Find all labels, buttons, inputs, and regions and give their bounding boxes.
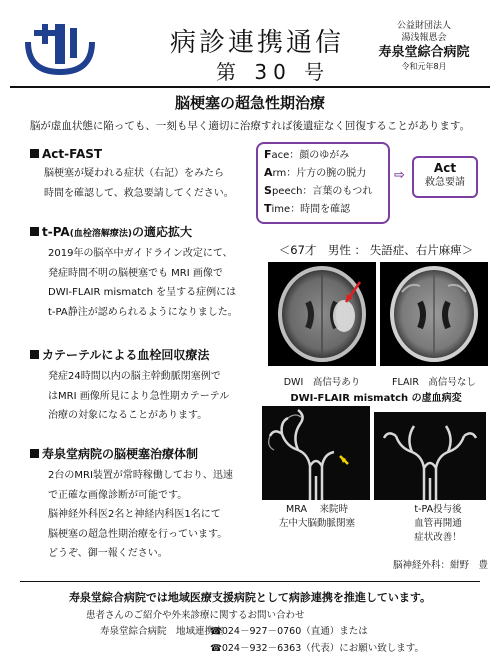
hospital-name: 寿泉堂綜合病院 (378, 45, 470, 60)
footer-contact-row-1 (100, 623, 480, 637)
org-line-1: 公益財団法人 (396, 21, 451, 31)
section-body: 脳梗塞が疑われる症状（右記）をみたら 時間を確認して、救急要請してください。 (44, 168, 234, 199)
fast-symptom-box (256, 142, 390, 224)
footer-headline: 寿泉堂綜合病院では地域医療支援病院として病診連携を推進しています。 (68, 591, 432, 604)
bullet-square-icon (30, 350, 39, 359)
footer-phone-direct: ☎024－927－0760（直通）または (210, 626, 368, 637)
act-box (412, 156, 478, 198)
act-sub: 救急要請 (425, 177, 465, 188)
flair-brain-scan (380, 262, 488, 366)
bullet-square-icon (30, 149, 39, 158)
issue-date: 令和元年8月 (401, 62, 447, 71)
hospital-logo (22, 20, 98, 76)
case-caption: ＜67才 男性 ： 失語症、右片麻痺＞ (278, 243, 474, 257)
bullet-square-icon (30, 227, 39, 236)
footer-contact-row-2 (100, 640, 480, 654)
fast-speech: Speech：言葉のもつれ (264, 184, 373, 197)
section-heading: カテーテルによる血栓回収療法 (30, 346, 260, 363)
section-body: 2台のMRI装置が常時稼働しており、迅速 で正確な画像診断が可能です。 脳神経外科医2名と神経内科医1名にて 脳梗塞の超急性期治療を行っています。 どうぞ、御一報ください。 (48, 470, 233, 559)
issue-number: 第 30 号 (216, 60, 331, 84)
org-line-2: 湯浅報恩会 (401, 33, 447, 43)
footer-inquiry: 患者さんのご紹介や外来診療に関するお問い合わせ (86, 610, 305, 621)
dwi-brain-scan (268, 262, 376, 366)
flair-caption: FLAIR 高信号なし (392, 377, 476, 388)
act-title: Act (433, 161, 457, 175)
mra-arrival-scan (262, 406, 370, 500)
section-heading: t-PA(血栓溶解療法)の適応拡大 (30, 223, 260, 240)
section-treatment-system (30, 445, 260, 564)
section-catheter (30, 346, 260, 426)
dwi-caption: DWI 高信号あり (283, 377, 361, 388)
fast-arm: Arm：片方の腕の脱力 (264, 166, 367, 179)
fast-face: Face：顔のゆがみ (264, 148, 350, 161)
section-act-fast (30, 147, 260, 203)
fast-time: Time：時間を確認 (264, 202, 351, 215)
newsletter-header (118, 18, 488, 84)
mra-left-caption: MRA 来院時 左中大脳動脈閉塞 (278, 504, 355, 529)
mra-right-caption: t-PA投与後 血管再開通 症状改善！ (414, 504, 462, 543)
organization-block (368, 20, 480, 72)
section-heading: Act-FAST (30, 147, 260, 161)
article-title: 脳梗塞の超急性期治療 (174, 94, 325, 112)
bullet-square-icon (30, 449, 39, 458)
author-credit: 脳神経外科：紺野 豊 (392, 560, 488, 571)
footer-dept: 寿泉堂綜合病院 地域連携室 (100, 626, 224, 637)
section-heading: 寿泉堂病院の脳梗塞治療体制 (30, 445, 260, 462)
article-intro: 脳が虚血状態に陥っても、一刻も早く適切に治療すれば後遺症なく回復することがあります。 (29, 120, 471, 132)
header-divider (10, 86, 490, 88)
newsletter-title: 病診連携通信 (170, 28, 345, 58)
footer-divider (20, 581, 480, 582)
section-body: 2019年の脳卒中ガイドライン改定にて、 発症時間不明の脳梗塞でも MRI 画像で DWI-FLAIR mismatch を呈する症例には t-PA静注が認められるようになりました。 (48, 248, 238, 318)
mra-after-tpa-scan (374, 412, 486, 500)
arrow-right-icon: ⇨ (394, 168, 405, 183)
section-body: 発症24時間以内の脳主幹動脈閉塞例で はMRI 画像所見により急性期カテーテル 治療の対象になることがあります。 (48, 371, 230, 421)
mismatch-caption: DWI-FLAIR mismatch の虚血病変 (290, 393, 462, 404)
footer-phone-main: ☎024－932－6363（代表）にお願い致します。 (210, 643, 425, 654)
section-tpa (30, 223, 260, 322)
